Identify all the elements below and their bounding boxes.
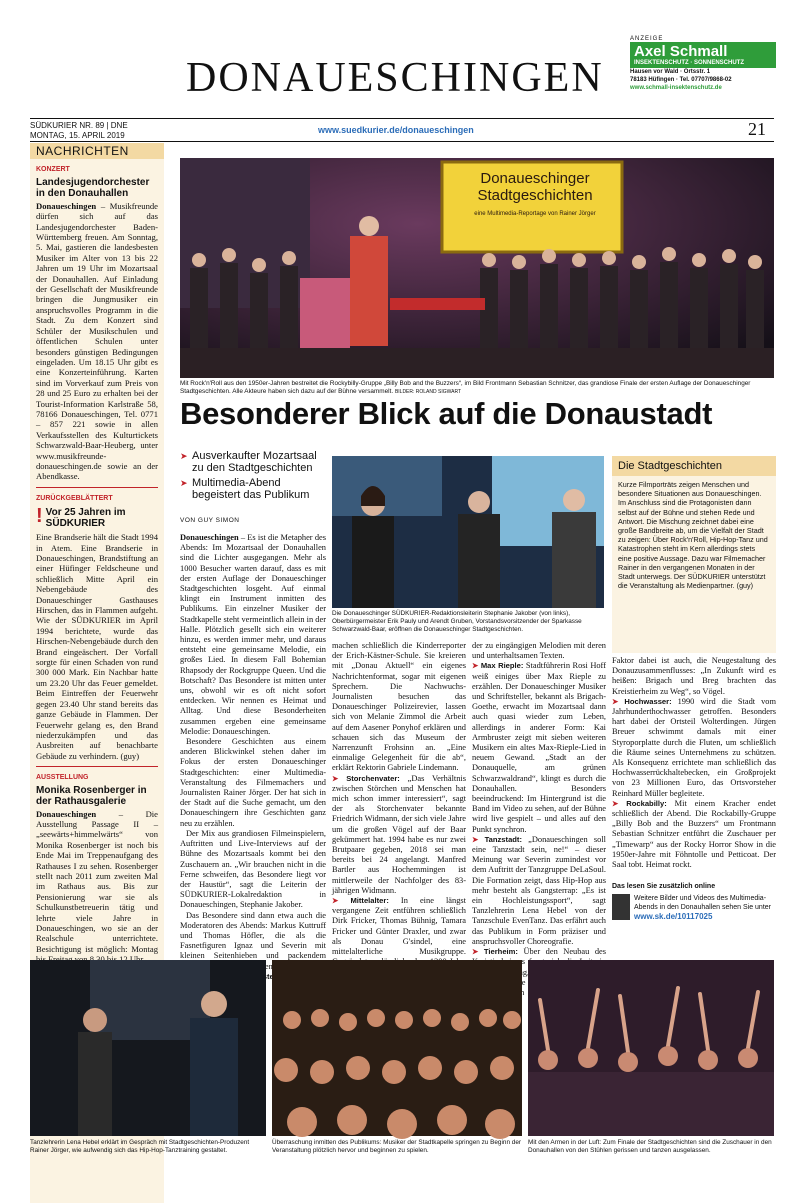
info-box xyxy=(612,456,776,653)
news-headline: Landesjugendorchester in den Donauhallen xyxy=(36,176,150,199)
phone-icon xyxy=(612,894,630,920)
banner-line-1: Donaueschinger xyxy=(480,170,590,187)
news-body: – Die Ausstellung Passage II – „seewärts+himmelwärts“ von Monika Rosenberger ist noch bis Ende Mai im Treppenaufgang des Rathauses I zu sehen. Rosenberger stellt nach 2011 zum zweiten Mal im Rathaus aus. Bis zur Pensionierung war sie als Schulkunstbetreuerin tätig und lehrte viele Jahre in Donaueschingen, wo sie an der Realschule unterrichtete. Besichtigung ist möglich: Montag xyxy=(36,808,158,954)
subheading: ➤ Mittelalter: xyxy=(332,896,389,905)
paragraph: „Das Verhältnis zwischen Störchen und Menschen hat mich schon immer interessiert“, sagt der als Storchenvater bekannte Friedrich Widmann, der sich viele Jahre um die großen Vögel auf der Baar gekümmert hat. 1994 habe es nur zwei Brutpaare gegeben, 2018 sei man bereits bei 24 angelangt. Manfred Bartler aus Hochemmingen ist mittlerweile der Nachfolger des 83-jährigen Widmann. xyxy=(332,773,466,895)
bottom-photo-1-caption: Tanzlehrerin Lena Hebel erklärt im Gespräch mit Stadtgeschichten-Produzent Rainer Jörger, wie aufwendig sich das Hip-Hop-Tanztraining gestaltet. xyxy=(30,1139,250,1154)
online-link[interactable]: www.sk.de/10117025 xyxy=(634,912,713,921)
paragraph: der zu eingängigen Melodien mit deren und unterhaltsamen Texten. xyxy=(472,641,606,661)
subheading: ➤ Hochwasser: xyxy=(612,697,672,706)
online-box xyxy=(612,882,776,922)
news-headline: Monika Rosenberger in der Rathausgalerie xyxy=(36,784,147,807)
ad-label: ANZEIGE xyxy=(630,36,664,42)
divider xyxy=(36,766,158,767)
subheading: ➤ Tierheim: xyxy=(472,947,518,956)
issue-date: MONTAG, 15. APRIL 2019 xyxy=(30,131,125,140)
banner-subtitle: eine Multimedia-Reportage von Rainer Jörger xyxy=(474,211,596,217)
paragraph: Über den Neubau des xyxy=(523,947,606,957)
bottom-photo-2[interactable] xyxy=(272,960,522,1136)
bullet-item: ➤ Ausverkaufter Mozartsaal zu den Stadtgeschichten xyxy=(180,450,330,474)
bottom-photo-1[interactable] xyxy=(30,960,266,1136)
news-text xyxy=(36,201,158,482)
paragraph: In eine längst vergangene Zeit entführen schließlich Dirk Fricker, Thomas Bühnig, Tamara Fricker und Günter Draxler, und zwar als Donau G'sindel, eine mittelalterliche Musikgruppe. xyxy=(332,896,466,957)
page-number: 21 xyxy=(748,119,766,139)
subheading: ➤ Rockabilly: xyxy=(612,799,667,808)
bottom-photo-3-caption: Mit den Armen in der Luft: Zum Finale der Stadtgeschichten sind die Zuschauer in den Donauhallen von den Stühlen gerissen und tanzen ausgelassen. xyxy=(528,1139,772,1154)
paragraph: „Donaueschingen soll eine Tanzstadt sein, ne!“ – dieser Meinung war Severin zumindest vor dem Auftritt der Tanzgruppe DeLaSoul. Die Formation zeigt, dass Hip-Hop aus mehr besteht als Gangsterrap: „Es ist ein Hochleistungssport“, sagt Tanzlehrerin Lena Hebel von der Tanzschule EvenTanz. Das erfährt auch das Publikum in Form präziser und anspruchsvoller Choreografie. xyxy=(472,834,606,946)
dance-interview-photo-graphic xyxy=(30,960,266,1136)
article-column-3 xyxy=(472,641,606,957)
subheading: ➤ Storchenvater: xyxy=(332,774,400,783)
paragraph: 1990 wird die Stadt vom Jahrhunderthochwasser getroffen. Besonders hart dabei der Ortsteil Wolterdingen. Jürgen Breuer schwimmt damals mit einer Styroporplatte durch die Fluten, um schließlich die Räume seines Unternehmens zu schützen. Als Konsequenz errichtete man schließlich das Hochwasserrückhaltebecken, ein Großprojekt von 23 Millionen Euro, das Ortsvorsteher Reinhard Müller begleitete. xyxy=(612,696,776,798)
dateline: Donaueschingen xyxy=(180,533,239,542)
sidebar-title: NACHRICHTEN xyxy=(30,143,164,159)
section-url[interactable]: www.suedkurier.de/donaueschingen xyxy=(318,125,474,135)
history-header xyxy=(36,507,158,529)
bottom-photo-2-caption: Überraschung inmitten des Publikums: Musiker der Stadtkapelle springen zu Beginn der Veranstaltung plötzlich hervor und beginnen zu spielen. xyxy=(272,1139,522,1154)
middle-photo-caption: Die Donaueschinger SÜDKURIER-Redaktionsleiterin Stephanie Jakober (von links), Oberbürgermeister Erik Pauly und Arendt Gruben, Vorstandsvorsitzender der Sparkasse Schwarzwald-Baar, eröffnen die Donaueschinger Stadtgeschichten. xyxy=(332,610,582,633)
paragraph: Stadtführerin Rosi Hoff weiß einiges über Max Rieple zu erzählen. Der Donaueschinger Musiker und Schriftsteller, bekannt als Brigach-Goethe, erwacht im Mozartsaal dann auch quasi wieder zum Leben, allerdings in anderer Form: Kai Armbruster zeigt mit sieben weiteren Musikern ein altes Max-Rieple-Lied in neuem Gewand. „Stadt an der Donauquelle, am grünen Schwarzwaldrand“, klingt es durch die Donauhallen. Besonders beeindruckend: Im Hintergrund ist die Band im Video zu sehen, auf der Bühne wird live gespielt – und alles auf den Punkt synchron. xyxy=(472,661,606,834)
middle-photo[interactable] xyxy=(332,456,604,608)
news-kicker: AUSSTELLUNG xyxy=(36,774,89,782)
dancing-crowd-photo-graphic xyxy=(528,960,774,1136)
news-kicker: ZURÜCKGEBLÄTTERT xyxy=(36,494,113,502)
subheading: ➤ Max Rieple: xyxy=(472,661,523,670)
paragraph: Faktor dabei ist auch, die Neugestaltung des Donauzusammenflusses: „In Zukunft wird es heißen: Brigach und Breg brachten das Kreistierheim zu Weg“, so Vögel. xyxy=(612,656,776,696)
ad-phone: 78183 Hüfingen · Tel. 07707/9868-02 xyxy=(630,77,732,83)
stage-banner xyxy=(455,170,615,218)
top-photo-caption xyxy=(180,380,774,396)
paragraph: Besondere Geschichten aus einem anderen Blickwinkel stehen daher im Fokus der ersten Donaueschinger Stadtgeschichten: einer Multimedia-Veranstaltung des Filmemachers und Journalisten Rainer Jörger. Der hat sich in der Stadt auf die Suche gemacht, um den Donaueschingern ihre Geschichten ganz neu zu erzählen. xyxy=(180,737,326,828)
issue-meta xyxy=(30,121,128,141)
paragraph: Das Besondere sind dann etwa auch die Moderatoren des Abends: Markus Kuttruff und Thomas Höfler, die als die Fasnetfiguren Ignaz und Severin mit kleinen Seitenhieben und packendem Thema xyxy=(180,910,326,971)
ad-web[interactable]: www.schmall-insektenschutz.de xyxy=(630,85,722,91)
photo-credit: BILDER: ROLAND SIGWART xyxy=(394,389,462,395)
article-column-2 xyxy=(332,641,466,957)
ad-name: Axel Schmall xyxy=(634,43,728,60)
banner-line-2: Stadtgeschichten xyxy=(477,187,593,204)
article-column-4 xyxy=(612,656,776,874)
ad-brand-box xyxy=(630,42,776,68)
header-rule xyxy=(30,118,774,119)
news-kicker: KONZERT xyxy=(36,166,70,174)
info-box-text: Kurze Filmporträts zeigen Menschen und besondere Situationen aus Donaueschingen. Im Anschluss sind die Protagonisten dann selbst auf der Bühne und stehen Rede und Antwort. Die Mischung zeichnet dabei eine große Bandbreite ab, um die Vielfalt der Stadt zu zeigen: Über Rock'n'Roll, Hip-Hop-Tanz und Katastrophen steht im Kern allerdings stets eine positive Aussage. Dazu war Filmemacher Rainer in den vergangenen Monaten in der Stadt unterwegs. Der SÜDKURIER unterstützt die Veranstaltung als Medienpartner. (guy) xyxy=(618,480,768,591)
masthead: DONAUESCHINGEN xyxy=(186,55,604,101)
paragraph: Der Mix aus grandiosen Filmeinspielern, Auftritten und Live-Interviews auf der Bühne des Mozartsaals kommt bei den Zuschauern an. „Wir brauchen nicht in die Ferne schweifen, das Besondere liegt vor der Haustür“, sagt die Leiterin der SÜDKURIER-Lokalredaktion in Donaueschingen, Stephanie Jakober. xyxy=(180,828,326,910)
speakers-photo-graphic xyxy=(332,456,604,608)
paragraph: – Es ist die Metapher des Abends: Im Mozartsaal der Donauhallen sind die Lichter ausgegangen. Mehr als 1000 Besucher warten darauf, dass es mit der ersten Auflage der Donaueschinger Stadtgeschichten losgeht. Auf einmal klingt ein Instrument inmitten des Publikums. Ein einzelner Musiker der Stadtkapelle steht vermeintlich allein in der Halle. Plötzlich gesellt sich ein weiterer hinzu, es werden immer mehr, und daraus entsteht eine gemeinsame Melodie, ein großes Lied. In diesem Fall Bohemian Rhapsody der Rockgruppe Queen. Und die Botschaft? Das Besondere ist mitten unter uns, obwohl wir es oft nicht sofort entdecken. Wir nennen es Heimat und Alltag. Und diese Besonderheiten zusammen ergeben eine gemeinsame Melodie: Donaueschingen. xyxy=(180,533,326,736)
news-lead: Donaueschingen xyxy=(36,808,97,819)
byline: VON GUY SIMON xyxy=(180,517,240,524)
article-headline: Besonderer Blick auf die Donaustadt xyxy=(180,396,713,431)
news-body: – Musikfreunde dürfen sich auf das Landesjugendorchester Baden-Württemberg freuen. Am Sonntag, 5. Mai, gastieren die landesbesten Musiker im Alter von 13 bis 22 Jahren um 19 Uhr im Mozartsaal der Donauhallen. Auf Einladung der Gesellschaft der Musikfreunde bringen die Jungmusiker ein anspruchsvolles Programm in die Stadt. Zu dem Konzert sind Schüler der Musikschulen und öffentlichen Schulen unter besonders günstigen Bedingungen eingeladen. Um 18.15 Uhr gibt es eine Konzerteinführung. Karten sind im Vorverkauf zum Preis von 28 und 25 Euro zu erhalten bei der Tourist-Information Karlstraße 58, 78166 Donaueschingen, Tel. 0771 – 857 221 sowie in allen Verkaufsstellen des Kulturtickets Schwarzwald-Baar-Heuberg, unter www.musikfreunde-donaueschingen.de sowie an der Abendkasse. xyxy=(36,200,158,482)
paragraph: machen schließlich die Kinderreporter der Erich-Kästner-Schule. Sie kreieren mit „Donau Aktuell“ ein eigenes Nachrichtenformat, sogar mit eigenen Sprechern. Die Nachwuchs-Journalisten besuchen das Donaueschinger Polizeirevier, lassen sich von Melanie Zimmol die Arbeit auf dem Aasener Ponyhof erklären und schauen sich das Museum der Narrenzunft Frohsinn an. „Eine einmalige Gelegenheit für die ab“, erklärt Rektorin Gabriele Lindemann. xyxy=(332,641,466,773)
ad-block[interactable] xyxy=(630,36,776,92)
news-lead: Donaueschingen xyxy=(36,200,97,211)
news-headline: Vor 25 Jahren im SÜDKURIER xyxy=(45,507,126,530)
bullet-item: ➤ Multimedia-Abend begeistert das Publikum xyxy=(180,477,330,501)
online-text: Weitere Bilder und Videos des Multimedia-Abends in den Donauhallen sehen Sie unter xyxy=(634,895,771,911)
bottom-photo-3[interactable] xyxy=(528,960,774,1136)
subheading: ➤ Tanzstadt: xyxy=(472,835,522,844)
ad-subtitle: INSEKTENSCHUTZ · SONNENSCHUTZ xyxy=(634,60,745,66)
issue-number: SÜDKURIER NR. 89 | DNE xyxy=(30,121,128,130)
news-body: Eine Brandserie hält die Stadt 1994 in Atem. Eine Brandserie in Donaueschingen, Brandstiftung an einer Hüfinger Feldscheune und schließlich Mitte April ein Nebengebäude des Donaueschinger Gasthauses Hirschen, das in Flammen aufgeht. Wie der SÜDKURIER im April 1994 berichtete, wurde das Hirschen-Nebengebäude durch den Brand eingeäschert. Der Vorfall sorgte für einen Schaden von rund 300 000 Mark. Ein Nachbar hatte um 23.20 Uhr das Feuer gemeldet. Beim Eintreffen der Feuerwehr gegen 23.40 Uhr stand bereits das ganze Gebäude in Flammen. Der Feuerwehr gelang es, den Brand niederzukämpfen und das Ausbreiten auf benachbarte Gebäude zu verhindern. (guy) xyxy=(36,532,158,761)
ad-address: Hausen vor Wald · Ortsstr. 1 xyxy=(630,69,711,75)
audience-photo-graphic xyxy=(272,960,522,1136)
info-box-title: Die Stadtgeschichten xyxy=(612,456,776,476)
online-title: Das lesen Sie zusätzlich online xyxy=(612,883,716,890)
top-photo[interactable] xyxy=(180,158,774,378)
header-rule-bottom xyxy=(30,141,774,142)
caption-text: Mit Rock'n'Roll aus den 1950er-Jahren bestreitet die Rockybilly-Gruppe „Billy Bob and the Buzzers“, im Bild Frontmann Sebastian Schnitzer, das grandiose Finale der ersten Auflage der Donaueschinger Stadtgeschichten. Alle Akteure haben sich dazu auf der Bühne versammelt. xyxy=(180,380,751,395)
paragraph: Mit einem Kracher endet schließlich der Abend. Die Rockabilly-Gruppe „Billy Bob and the Buzzers“ um Frontmann Sebastian Schnitzer entführt die Zuschauer per „Timewarp“ aus der Rocky Horror Show in die 1950er-Jahre mit Föhntolle und Petticoat. Der Saal tobt. Heimat rockt. xyxy=(612,798,776,870)
divider xyxy=(36,487,158,488)
article-column-1 xyxy=(180,533,326,971)
exclamation-icon: ! xyxy=(36,505,43,528)
article-bullets xyxy=(180,450,330,504)
news-text xyxy=(36,809,158,965)
